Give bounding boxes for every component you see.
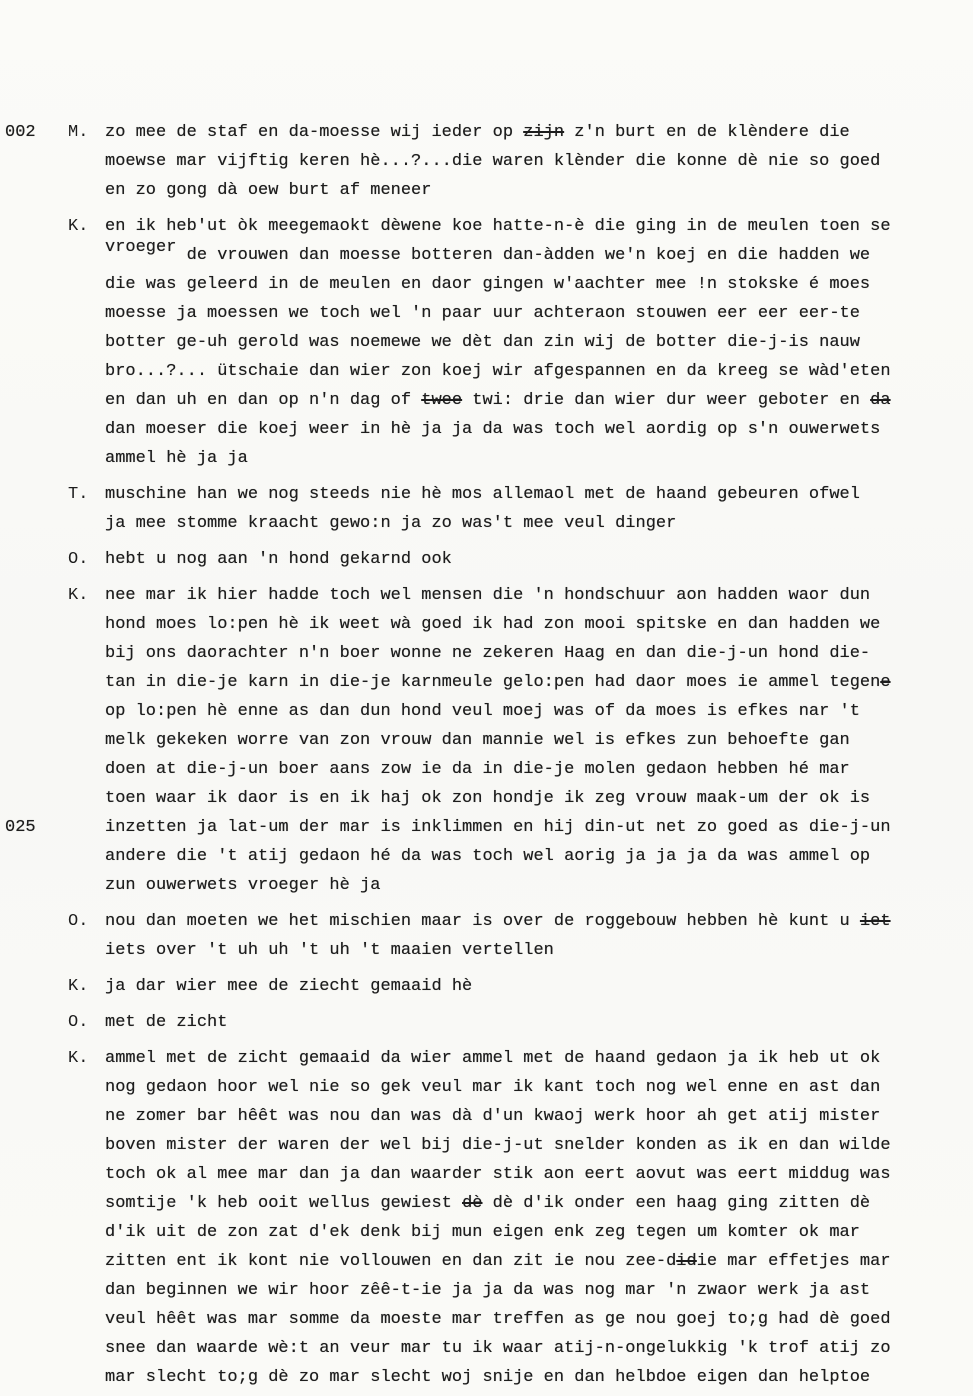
utterance-lines bbox=[105, 545, 943, 574]
text-segment: veul hêêt was mar somme da moeste mar treffen as ge nou goej to;g had dè goed bbox=[105, 1310, 891, 1329]
text-segment: inzetten ja lat-um der mar is inklimmen en hij din-ut net zo goed as die-j-un bbox=[105, 818, 891, 837]
speaker-label: T. bbox=[68, 485, 89, 504]
transcript-line bbox=[105, 1131, 943, 1160]
text-segment: snee dan waarde wè:t an veur mar tu ik waar atij-n-ongelukkig 'k trof atij zo bbox=[105, 1339, 891, 1358]
utterance bbox=[5, 118, 943, 205]
transcript-line bbox=[105, 176, 943, 205]
text-segment: zun ouwerwets vroeger hè ja bbox=[105, 876, 381, 895]
text-segment: ne zomer bar hêêt was nou dan was dà d'un kwaoj werk hoor ah get atij mister bbox=[105, 1107, 881, 1126]
utterance-lines bbox=[105, 972, 943, 1001]
text-segment: botter ge-uh gerold was noemewe we dèt dan zin wij de botter die-j-is nauw bbox=[105, 333, 860, 352]
utterance bbox=[68, 212, 943, 473]
speaker-label: M. bbox=[68, 123, 89, 142]
utterance bbox=[68, 907, 943, 965]
text-segment: bij ons daorachter n'n boer wonne ne zekeren Haag en dan die-j-un hond die- bbox=[105, 644, 871, 663]
text-segment: hond moes lo:pen hè ik weet wà goed ik had zon mooi spitske en dan hadden we bbox=[105, 615, 881, 634]
transcript-line bbox=[105, 936, 943, 965]
transcript-line bbox=[105, 545, 943, 574]
transcript-line bbox=[105, 1247, 943, 1276]
transcript-line bbox=[5, 118, 943, 147]
struck-out-word: iet bbox=[859, 912, 891, 931]
transcript-line bbox=[105, 1160, 943, 1189]
text-segment: toen waar ik daor is en ik haj ok zon hondje ik zeg vrouw maak-um der ok is bbox=[105, 789, 871, 808]
utterance-lines bbox=[105, 907, 943, 965]
text-segment: dan beginnen we wir hoor zêê-t-ie ja ja da was nog mar 'n zwaor werk ja ast bbox=[105, 1281, 871, 1300]
text-segment: boven mister der waren der wel bij die-j-ut snelder konden as ik en dan wilde bbox=[105, 1136, 891, 1155]
utterance-lines bbox=[105, 1008, 943, 1037]
transcript-line bbox=[105, 581, 943, 610]
transcript-line bbox=[105, 238, 943, 270]
text-segment: ja dar wier mee de ziecht gemaaid hè bbox=[105, 977, 473, 996]
text-segment: twi: drie dan wier dur weer geboter en bbox=[462, 391, 871, 410]
transcript-line bbox=[105, 1044, 943, 1073]
text-segment: moewse mar vijftig keren hè...?...die waren klènder die konne dè nie so goed bbox=[105, 152, 881, 171]
text-segment: dan moeser die koej weer in hè ja ja da was toch wel aordig op s'n ouwerwets bbox=[105, 420, 881, 439]
transcript-line bbox=[105, 415, 943, 444]
transcript-line bbox=[105, 386, 943, 415]
transcript-line bbox=[105, 842, 943, 871]
transcript-line bbox=[105, 1334, 943, 1363]
text-segment: mar slecht to;g dè zo mar slecht woj snije en dan helbdoe eigen dan helptoe bbox=[105, 1368, 871, 1387]
transcript-line bbox=[105, 871, 943, 900]
text-segment: moesse ja moessen we toch wel 'n paar uur achteraon stouwen eer eer eer-te bbox=[105, 304, 860, 323]
transcript-line bbox=[5, 813, 943, 842]
struck-out-word: e bbox=[880, 673, 891, 692]
transcript-line bbox=[105, 610, 943, 639]
utterance bbox=[68, 1044, 943, 1392]
speaker-label: K. bbox=[68, 977, 89, 996]
transcript-line bbox=[105, 328, 943, 357]
transcript-line bbox=[105, 509, 943, 538]
utterance-lines bbox=[105, 212, 943, 473]
text-segment: iets over 't uh uh 't uh 't maaien vertellen bbox=[105, 941, 554, 960]
transcript-line bbox=[105, 697, 943, 726]
inserted-raised-word: vroeger bbox=[105, 238, 177, 257]
transcript-line bbox=[105, 726, 943, 755]
text-segment: en dan uh en dan op n'n dag of bbox=[105, 391, 422, 410]
transcript-line bbox=[105, 1276, 943, 1305]
text-segment: dè d'ik onder een haag ging zitten dè bbox=[482, 1194, 871, 1213]
utterance-lines bbox=[105, 1044, 943, 1392]
utterance-lines bbox=[105, 480, 943, 538]
transcript-line bbox=[105, 1102, 943, 1131]
utterance bbox=[5, 581, 943, 900]
text-segment: en zo gong dà oew burt af meneer bbox=[105, 181, 432, 200]
text-segment: somtije 'k heb ooit wellus gewiest bbox=[105, 1194, 463, 1213]
transcript-line bbox=[105, 480, 943, 509]
speaker-label: O. bbox=[68, 912, 89, 931]
speaker-label: K. bbox=[68, 1049, 89, 1068]
utterance bbox=[68, 480, 943, 538]
margin-line-number: 002 bbox=[5, 123, 36, 142]
text-segment: nou dan moeten we het mischien maar is over de roggebouw hebben hè kunt u bbox=[105, 912, 860, 931]
text-segment: zo mee de staf en da-moesse wij ieder op bbox=[105, 123, 524, 142]
text-segment: die was geleerd in de meulen en daor gingen w'aachter mee !n stokske é moes bbox=[105, 275, 871, 294]
utterance bbox=[68, 1008, 943, 1037]
utterance-lines bbox=[5, 581, 943, 900]
text-segment: bro...?... ütschaie dan wier zon koej wir afgespannen en da kreeg se wàd'eten bbox=[105, 362, 891, 381]
transcript-line bbox=[105, 784, 943, 813]
text-segment: doen at die-j-un boer aans zow ie da in die-je molen gedaon hebben hé mar bbox=[105, 760, 850, 779]
text-segment: ammel met de zicht gemaaid da wier ammel met de haand gedaon ja ik heb ut ok bbox=[105, 1049, 881, 1068]
text-segment: met de zicht bbox=[105, 1013, 228, 1032]
text-segment: hebt u nog aan 'n hond gekarnd ook bbox=[105, 550, 452, 569]
text-segment: toch ok al mee mar dan ja dan waarder stik aon eert aovut was eert middug was bbox=[105, 1165, 891, 1184]
transcript-line bbox=[105, 1073, 943, 1102]
text-segment: zitten ent ik kont nie vollouwen en dan zit ie nou zee-d bbox=[105, 1252, 677, 1271]
transcript-line bbox=[105, 639, 943, 668]
struck-out-word: da bbox=[870, 391, 891, 410]
struck-out-word: twee bbox=[421, 391, 463, 410]
transcript-line bbox=[105, 212, 943, 241]
transcript-line bbox=[105, 755, 943, 784]
utterance-lines bbox=[5, 118, 943, 205]
transcript-line bbox=[105, 1008, 943, 1037]
text-segment: op lo:pen hè enne as dan dun hond veul moej was of da moes is efkes nar 't bbox=[105, 702, 860, 721]
transcript-line bbox=[105, 444, 943, 473]
margin-line-number: 025 bbox=[5, 818, 36, 837]
text-segment: andere die 't atij gedaon hé da was toch wel aorig ja ja ja da was ammel op bbox=[105, 847, 871, 866]
speaker-label: K. bbox=[68, 586, 89, 605]
transcript-line bbox=[105, 1363, 943, 1392]
transcript-line bbox=[105, 1189, 943, 1218]
text-segment: melk gekeken worre van zon vrouw dan mannie wel is efkes zun behoefte gan bbox=[105, 731, 850, 750]
speaker-label: O. bbox=[68, 550, 89, 569]
transcript-line bbox=[105, 1218, 943, 1247]
transcript-line bbox=[105, 668, 943, 697]
transcript-line bbox=[105, 972, 943, 1001]
text-segment: d'ik uit de zon zat d'ek denk bij mun eigen enk zeg tegen um komter ok mar bbox=[105, 1223, 860, 1242]
struck-out-word: dè bbox=[462, 1194, 483, 1213]
speaker-label: K. bbox=[68, 217, 89, 236]
text-segment: ja mee stomme kraacht gewo:n ja zo was't mee veul dinger bbox=[105, 514, 677, 533]
struck-out-word: id bbox=[676, 1252, 697, 1271]
text-segment: nog gedaon hoor wel nie so gek veul mar ik kant toch nog wel enne en ast dan bbox=[105, 1078, 881, 1097]
text-segment: z'n burt en de klèndere die bbox=[564, 123, 850, 142]
transcript-line bbox=[105, 907, 943, 936]
text-segment: muschine han we nog steeds nie hè mos allemaol met de haand gebeuren ofwel bbox=[105, 485, 860, 504]
text-segment: de vrouwen dan moesse botteren dan-àdden we'n koej en die hadden we bbox=[176, 246, 871, 265]
text-segment: nee mar ik hier hadde toch wel mensen die 'n hondschuur aon hadden waor dun bbox=[105, 586, 871, 605]
transcript-line bbox=[105, 147, 943, 176]
text-segment: tan in die-je karn in die-je karnmeule gelo:pen had daor moes ie ammel tegen bbox=[105, 673, 881, 692]
transcript-line bbox=[105, 357, 943, 386]
transcript-line bbox=[105, 270, 943, 299]
struck-out-word: zijn bbox=[523, 123, 565, 142]
speaker-label: O. bbox=[68, 1013, 89, 1032]
transcript-line bbox=[105, 299, 943, 328]
utterance bbox=[68, 972, 943, 1001]
text-segment: ammel hè ja ja bbox=[105, 449, 248, 468]
text-segment: ie mar effetjes mar bbox=[696, 1252, 891, 1271]
transcript bbox=[5, 118, 943, 1392]
transcript-line bbox=[105, 1305, 943, 1334]
text-segment: en ik heb'ut òk meegemaokt dèwene koe hatte-n-è die ging in de meulen toen se bbox=[105, 217, 891, 236]
utterance bbox=[68, 545, 943, 574]
